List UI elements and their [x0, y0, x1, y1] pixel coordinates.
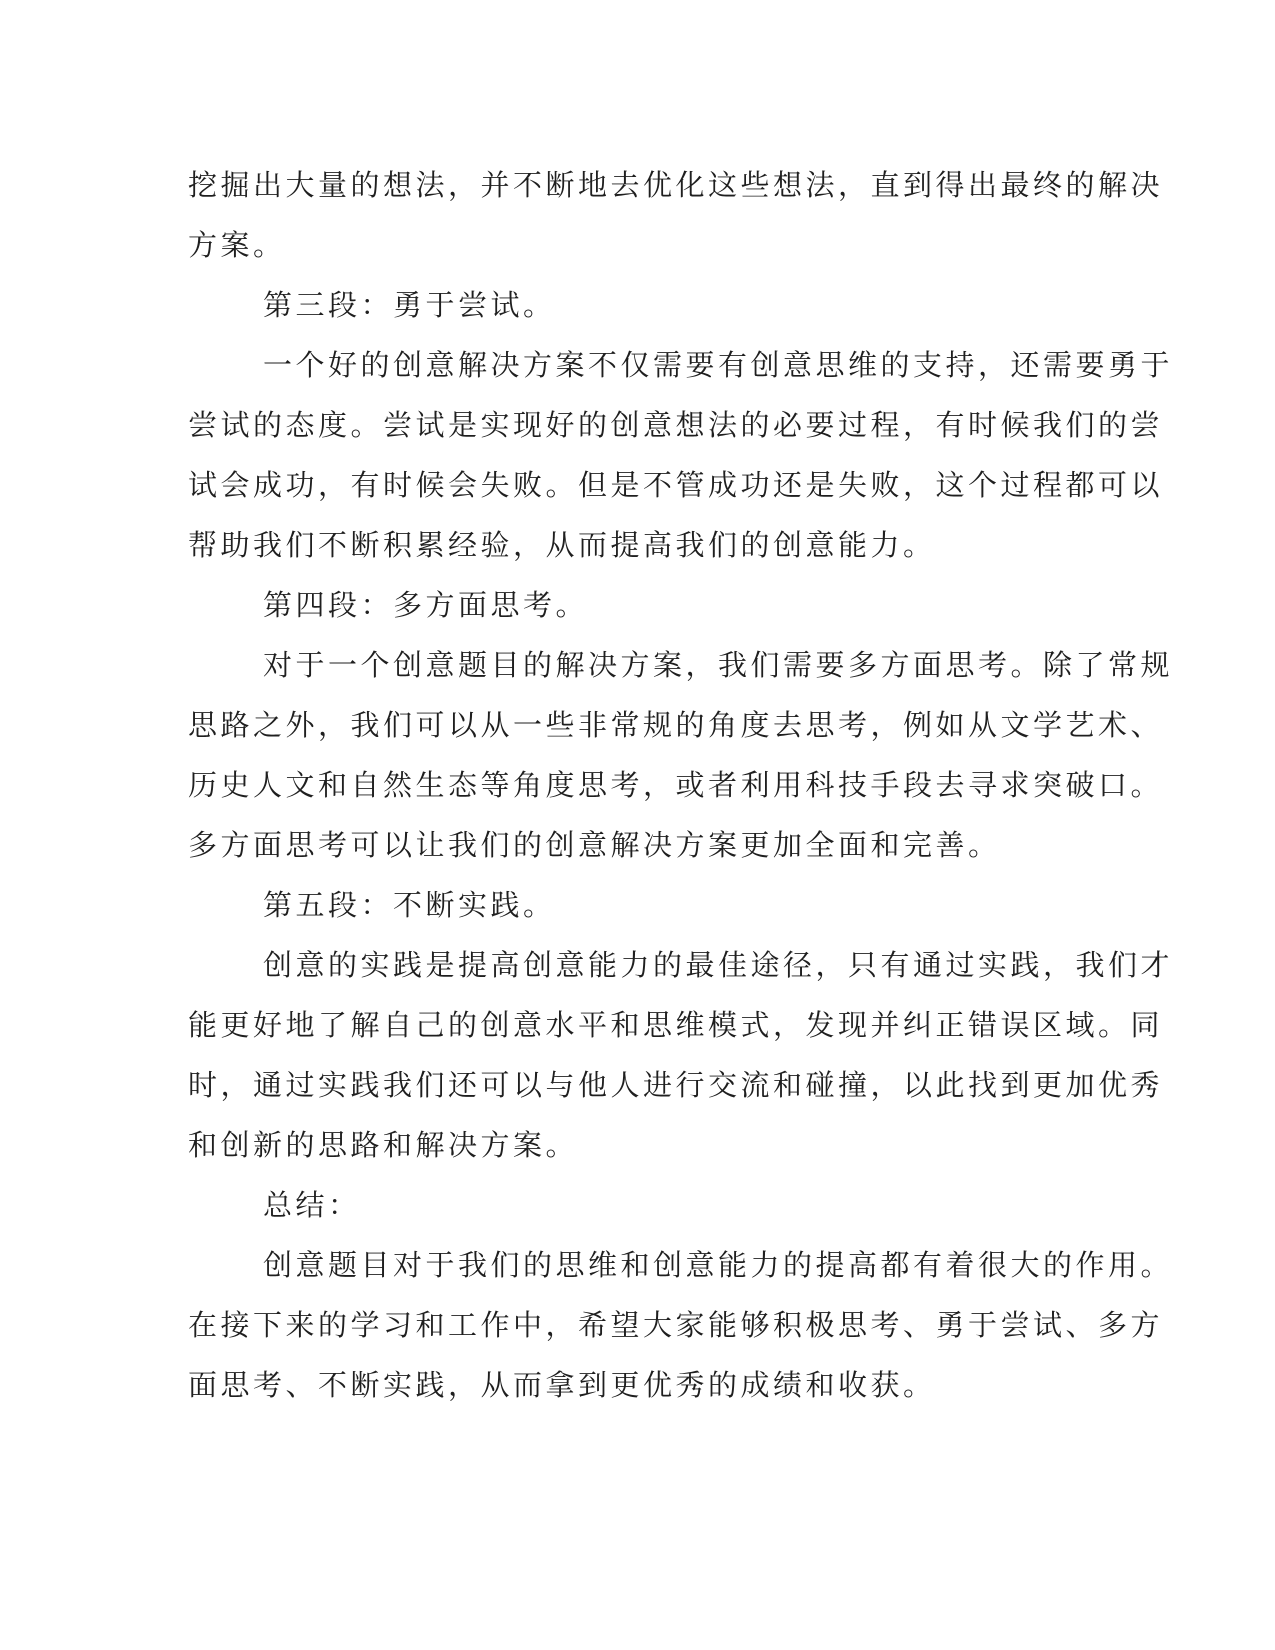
text-line: 试会成功，有时候会失败。但是不管成功还是失败，这个过程都可以	[188, 468, 1164, 502]
text-line: 和创新的思路和解决方案。	[188, 1128, 579, 1162]
text-line: 对于一个创意题目的解决方案，我们需要多方面思考。除了常规	[263, 648, 1174, 682]
text-line: 思路之外，我们可以从一些非常规的角度去思考，例如从文学艺术、	[188, 708, 1164, 742]
heading-text: 总结：	[263, 1188, 361, 1222]
section-heading-5	[188, 875, 1093, 935]
text-line: 面思考、不断实践，从而拿到更优秀的成绩和收获。	[188, 1368, 936, 1402]
text-line: 创意题目对于我们的思维和创意能力的提高都有着很大的作用。	[263, 1248, 1174, 1282]
paragraph-section-3	[188, 335, 1174, 575]
document-body	[188, 155, 1174, 1415]
paragraph-section-4	[188, 635, 1174, 875]
text-line: 帮助我们不断积累经验，从而提高我们的创意能力。	[188, 528, 936, 562]
text-line: 能更好地了解自己的创意水平和思维模式，发现并纠正错误区域。同	[188, 1008, 1164, 1042]
heading-text: 第三段：勇于尝试。	[263, 288, 556, 322]
text-line: 在接下来的学习和工作中，希望大家能够积极思考、勇于尝试、多方	[188, 1308, 1164, 1342]
paragraph-continuation	[188, 155, 1164, 275]
section-heading-4	[188, 575, 1093, 635]
text-line: 挖掘出大量的想法，并不断地去优化这些想法，直到得出最终的解决	[188, 168, 1164, 202]
paragraph-section-5	[188, 935, 1174, 1175]
heading-text: 第五段：不断实践。	[263, 888, 556, 922]
section-heading-3	[188, 275, 1093, 335]
text-line: 方案。	[188, 228, 286, 262]
text-line: 历史人文和自然生态等角度思考，或者利用科技手段去寻求突破口。	[188, 768, 1164, 802]
text-line: 尝试的态度。尝试是实现好的创意想法的必要过程，有时候我们的尝	[188, 408, 1164, 442]
text-line: 时，通过实践我们还可以与他人进行交流和碰撞，以此找到更加优秀	[188, 1068, 1164, 1102]
text-line: 多方面思考可以让我们的创意解决方案更加全面和完善。	[188, 828, 1001, 862]
text-line: 创意的实践是提高创意能力的最佳途径，只有通过实践，我们才	[263, 948, 1174, 982]
heading-text: 第四段：多方面思考。	[263, 588, 589, 622]
paragraph-summary	[188, 1235, 1174, 1415]
text-line: 一个好的创意解决方案不仅需要有创意思维的支持，还需要勇于	[263, 348, 1174, 382]
summary-heading	[188, 1175, 1093, 1235]
